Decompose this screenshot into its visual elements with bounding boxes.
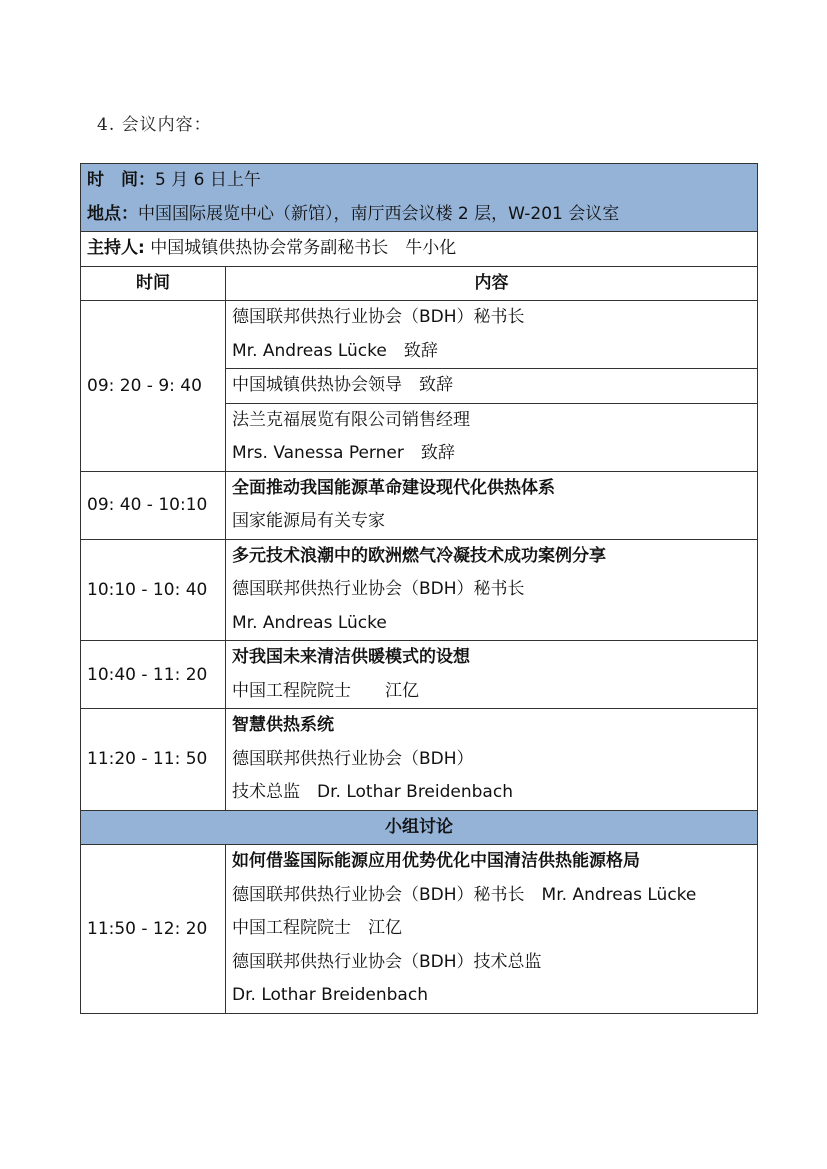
table-row xyxy=(81,539,758,641)
venue-label: 地点： xyxy=(87,203,138,224)
content-cell xyxy=(226,845,758,1014)
content-cell xyxy=(226,709,758,811)
venue-value: 中国国际展览中心（新馆），南厅西会议楼 2 层，W-201 会议室 xyxy=(138,203,620,224)
content-line: Mr. Andreas Lücke xyxy=(232,612,387,633)
time-cell: 09: 40 - 10:10 xyxy=(81,471,226,539)
content-line: 德国联邦供热行业协会（BDH）秘书长 Mr. Andreas Lücke xyxy=(232,884,697,905)
content-line: 中国工程院院士 江亿 xyxy=(232,680,419,701)
content-cell xyxy=(226,369,758,404)
table-row xyxy=(81,845,758,1014)
talk-title: 如何借鉴国际能源应用优势优化中国清洁供热能源格局 xyxy=(232,851,640,871)
content-cell xyxy=(226,403,758,471)
section-title: 4. 会议内容： xyxy=(97,115,212,135)
table-row xyxy=(81,471,758,539)
talk-title: 多元技术浪潮中的欧洲燃气冷凝技术成功案例分享 xyxy=(232,545,606,566)
time-cell: 09: 20 - 9: 40 xyxy=(81,301,226,472)
content-line: 中国城镇供热协会领导 致辞 xyxy=(232,375,453,395)
host-row xyxy=(81,232,758,267)
content-cell xyxy=(226,301,758,369)
content-line: 中国工程院院士 江亿 xyxy=(232,918,402,938)
time-cell: 11:50 - 12: 20 xyxy=(81,845,226,1014)
content-line: 技术总监 Dr. Lothar Breidenbach xyxy=(232,782,513,802)
content-cell xyxy=(226,539,758,641)
content-line: Mrs. Vanessa Perner 致辞 xyxy=(232,443,455,463)
agenda-table xyxy=(80,163,758,1014)
content-line: Mr. Andreas Lücke 致辞 xyxy=(232,340,438,361)
time-label: 时 间： xyxy=(87,170,155,190)
session-time-line xyxy=(87,164,751,198)
talk-title: 全面推动我国能源革命建设现代化供热体系 xyxy=(232,477,555,498)
content-line: 德国联邦供热行业协会（BDH）秘书长 xyxy=(232,307,525,327)
content-cell xyxy=(226,641,758,709)
talk-title: 对我国未来清洁供暖模式的设想 xyxy=(232,647,470,667)
group-header: 小组讨论 xyxy=(81,810,758,845)
column-header-row xyxy=(81,266,758,301)
content-line: 德国联邦供热行业协会（BDH）技术总监 xyxy=(232,951,542,972)
table-row xyxy=(81,709,758,811)
content-cell xyxy=(226,471,758,539)
venue-line xyxy=(87,198,751,232)
time-cell: 10:40 - 11: 20 xyxy=(81,641,226,709)
time-cell: 11:20 - 11: 50 xyxy=(81,709,226,811)
content-line: 德国联邦供热行业协会（BDH）秘书长 xyxy=(232,579,525,599)
content-line: 德国联邦供热行业协会（BDH） xyxy=(232,748,474,769)
time-value: 5 月 6 日上午 xyxy=(155,170,261,190)
content-line: Dr. Lothar Breidenbach xyxy=(232,985,428,1005)
column-header-content: 内容 xyxy=(226,266,758,301)
content-line: 国家能源局有关专家 xyxy=(232,511,385,531)
content-line: 法兰克福展览有限公司销售经理 xyxy=(232,409,470,430)
session-info-cell xyxy=(81,164,758,232)
group-header-row xyxy=(81,810,758,845)
table-row xyxy=(81,641,758,709)
column-header-time: 时间 xyxy=(81,266,226,301)
host-cell xyxy=(81,232,758,267)
table-row xyxy=(81,301,758,369)
host-value: 中国城镇供热协会常务副秘书长 牛小化 xyxy=(144,238,457,258)
info-row-time-venue xyxy=(81,164,758,232)
time-cell: 10:10 - 10: 40 xyxy=(81,539,226,641)
talk-title: 智慧供热系统 xyxy=(232,715,334,735)
host-label: 主持人: xyxy=(87,238,145,258)
